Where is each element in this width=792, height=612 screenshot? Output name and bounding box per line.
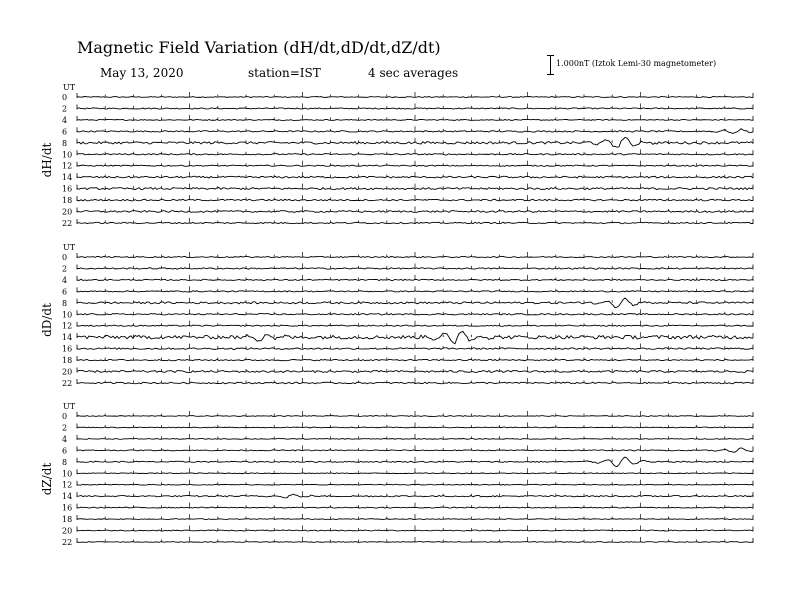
row-hour-label: 16 [62, 344, 73, 354]
row-hour-label: 6 [62, 127, 68, 137]
station-label: station=IST [248, 66, 321, 80]
row-hour-label: 14 [62, 173, 73, 183]
row-hour-label: 22 [62, 378, 73, 388]
chart-title: Magnetic Field Variation (dH/dt,dD/dt,dZ/dt) [77, 38, 441, 57]
row-hour-label: 8 [62, 138, 68, 148]
row-hour-label: 0 [62, 412, 68, 421]
row-hour-label: 4 [62, 115, 68, 125]
row-hour-label: 14 [62, 492, 73, 502]
row-hour-label: 2 [62, 423, 68, 433]
row-hour-label: 20 [62, 207, 73, 217]
row-hour-label: 12 [62, 321, 73, 331]
row-hour-label: 20 [62, 367, 73, 377]
row-hour-label: 6 [62, 287, 68, 297]
ut-axis-label: UT [63, 83, 76, 92]
row-hour-label: 8 [62, 457, 68, 467]
row-hour-label: 10 [62, 150, 73, 160]
panel-ylabel: dH/dt [40, 142, 54, 178]
row-hour-label: 8 [62, 298, 68, 308]
row-hour-label: 12 [62, 161, 73, 171]
row-hour-label: 10 [62, 310, 73, 320]
row-hour-label: 4 [62, 434, 68, 444]
row-hour-label: 18 [62, 515, 73, 525]
row-hour-label: 4 [62, 275, 68, 285]
row-hour-label: 2 [62, 264, 68, 274]
row-hour-label: 20 [62, 526, 73, 536]
row-hour-label: 16 [62, 503, 73, 513]
panel-ylabel: dZ/dt [40, 462, 54, 496]
scale-label: 1.000nT (Iztok Lemi-30 magnetometer) [556, 59, 717, 68]
ut-axis-label: UT [63, 243, 76, 252]
panel-ylabel: dD/dt [40, 303, 54, 337]
row-hour-label: 0 [62, 253, 68, 262]
averaging-label: 4 sec averages [368, 66, 459, 80]
row-hour-label: 18 [62, 356, 73, 366]
date-label: May 13, 2020 [100, 66, 184, 80]
row-hour-label: 14 [62, 333, 73, 343]
row-hour-label: 0 [62, 93, 68, 102]
row-hour-label: 6 [62, 446, 68, 456]
row-hour-label: 22 [62, 537, 73, 547]
row-hour-label: 22 [62, 218, 73, 228]
row-hour-label: 12 [62, 480, 73, 490]
ut-axis-label: UT [63, 402, 76, 411]
row-hour-label: 2 [62, 104, 68, 114]
row-hour-label: 18 [62, 196, 73, 206]
row-hour-label: 16 [62, 184, 73, 194]
row-hour-label: 10 [62, 469, 73, 479]
